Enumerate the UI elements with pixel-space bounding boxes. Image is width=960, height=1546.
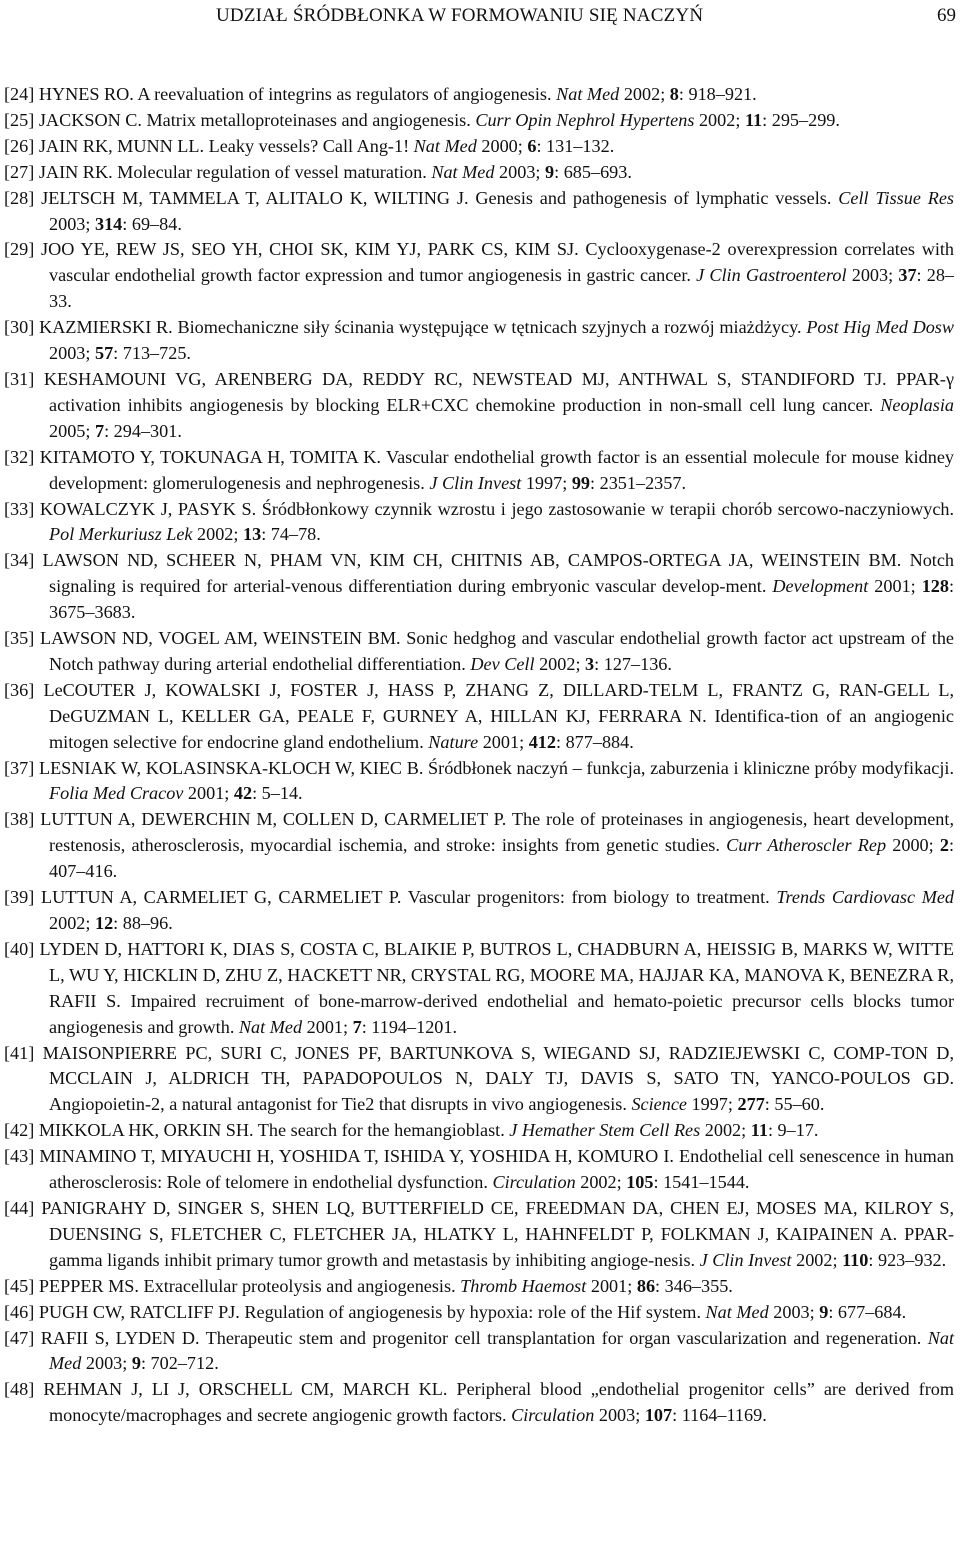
reference-item <box>4 1326 954 1378</box>
reference-number: [25] <box>4 109 35 130</box>
reference-pages: : 88–96. <box>113 913 173 933</box>
reference-title: Leaky vessels? Call Ang-1! <box>208 135 410 156</box>
reference-title: Biomechaniczne siły ścinania występujące w tętnicach szyjnych a rozwój miażdżycy. <box>177 317 802 338</box>
reference-title: Extracellular proteolysis and angiogenesis. <box>143 1275 456 1296</box>
reference-year: 2003; <box>49 213 91 234</box>
reference-year: 2003; <box>499 161 541 182</box>
reference-item <box>4 108 954 134</box>
reference-journal: Nat Med <box>413 135 477 156</box>
reference-authors: JACKSON C. <box>38 109 142 130</box>
reference-authors: MAISONPIERRE PC, SURI C, JONES PF, BARTUNKOVA S, WIEGAND SJ, RADZIEJEWSKI C, COMP-TON D, MCCLAIN J, ALDRICH TH, PAPADOPOULOS N, DALY TJ, DAVIS S, SATO TN, YANCO-POULOS GD. <box>42 1042 954 1089</box>
reference-volume: 7 <box>94 420 105 441</box>
reference-volume: 107 <box>644 1405 673 1426</box>
reference-title: The search for the hemangioblast. <box>257 1120 505 1141</box>
reference-list <box>4 82 954 1429</box>
reference-volume: 6 <box>527 135 537 156</box>
reference-pages: : 2351–2357. <box>590 472 686 493</box>
reference-pages: : 1194–1201. <box>361 1016 458 1037</box>
reference-number: [40] <box>4 938 35 959</box>
reference-volume: 57 <box>94 343 114 364</box>
reference-number: [35] <box>4 628 35 649</box>
reference-journal: Post Hig Med Dosw <box>806 317 955 338</box>
reference-number: [38] <box>4 809 35 830</box>
reference-number: [29] <box>4 239 35 260</box>
reference-title: Endothelial cell senescence in human atherosclerosis: Role of telomere in endothelial dysfunction. <box>49 1146 954 1193</box>
reference-journal: Circulation <box>511 1405 595 1426</box>
reference-title: Śródbłonkowy czynnik wzrostu i jego zastosowanie w terapii chorób sercowo-naczyniowych. <box>261 498 955 519</box>
reference-authors: PEPPER MS. <box>38 1275 139 1296</box>
reference-number: [44] <box>4 1197 35 1218</box>
reference-volume: 128 <box>921 576 949 597</box>
reference-authors: PUGH CW, RATCLIFF PJ. <box>38 1301 240 1322</box>
reference-item <box>4 1041 954 1119</box>
reference-title: PPAR-γ activation inhibits angiogenesis by blocking ELR+CXC chemokine production in non-small cell lung cancer. <box>49 368 955 415</box>
reference-pages: : 677–684. <box>828 1301 907 1322</box>
reference-journal: Science <box>631 1094 687 1115</box>
reference-year: 2002; <box>698 109 741 130</box>
reference-volume: 3 <box>585 653 595 674</box>
reference-year: 2002; <box>796 1249 838 1270</box>
reference-year: 2002; <box>704 1120 747 1141</box>
reference-title: Molecular regulation of vessel maturation. <box>117 161 427 182</box>
reference-volume: 110 <box>842 1249 869 1270</box>
reference-number: [34] <box>4 550 35 571</box>
reference-year: 2001; <box>306 1016 349 1037</box>
reference-authors: KAZMIERSKI R. <box>39 317 173 338</box>
reference-title: The role of proteinases in angiogenesis, heart development, restenosis, atherosclerosis, myocardial ischemia, and stroke: insights from genetic studies. <box>49 809 955 856</box>
reference-number: [46] <box>4 1301 35 1322</box>
reference-pages: : 702–712. <box>140 1353 219 1374</box>
reference-item <box>4 445 954 497</box>
reference-authors: KOWALCZYK J, PASYK S. <box>39 498 257 519</box>
page-number: 69 <box>937 5 956 26</box>
reference-volume: 9 <box>545 161 555 182</box>
reference-pages: : 28–33. <box>49 265 955 312</box>
reference-title: Cyclooxygenase-2 overexpression correlates with vascular endothelial growth factor expression and tumor angiogenesis in gastric cancer. <box>49 239 955 286</box>
reference-number: [39] <box>4 887 35 908</box>
reference-authors: KITAMOTO Y, TOKUNAGA H, TOMITA K. <box>39 446 381 467</box>
reference-volume: 13 <box>243 524 262 545</box>
reference-authors: LeCOUTER J, KOWALSKI J, FOSTER J, HASS P, ZHANG Z, DILLARD-TELM L, FRANTZ G, RAN-GELL L, DeGUZMAN L, KELLER GA, PEALE F, GURNEY A, HILLAN KJ, FERRARA N. <box>43 679 955 726</box>
reference-year: 2001; <box>187 783 230 804</box>
reference-pages: : 1164–1169. <box>672 1405 767 1426</box>
reference-pages: : 346–355. <box>655 1275 733 1296</box>
reference-number: [31] <box>4 368 35 389</box>
reference-item <box>4 678 954 756</box>
reference-title: Genesis and pathogenesis of lymphatic vessels. <box>475 187 832 208</box>
reference-volume: 12 <box>94 913 114 933</box>
reference-pages: : 5–14. <box>252 783 303 804</box>
reference-number: [37] <box>4 757 35 778</box>
reference-pages: : 294–301. <box>104 420 182 441</box>
page-header <box>0 3 960 33</box>
reference-authors: JAIN RK, MUNN LL. <box>38 135 205 156</box>
reference-authors: JOO YE, REW JS, SEO YH, CHOI SK, KIM YJ, PARK CS, KIM SJ. <box>41 239 579 260</box>
reference-journal: Curr Atheroscler Rep <box>726 835 887 856</box>
reference-authors: MINAMINO T, MIYAUCHI H, YOSHIDA T, ISHIDA Y, YOSHIDA H, KOMURO I. <box>39 1146 674 1167</box>
reference-journal: Thromb Haemost <box>460 1275 587 1296</box>
reference-number: [43] <box>4 1146 35 1167</box>
reference-authors: RAFII S, LYDEN D. <box>40 1327 200 1348</box>
reference-pages: : 131–132. <box>536 135 615 156</box>
reference-authors: KESHAMOUNI VG, ARENBERG DA, REDDY RC, NEWSTEAD MJ, ANTHWAL S, STANDIFORD TJ. <box>43 368 887 389</box>
reference-journal: Nat Med <box>431 161 495 182</box>
reference-title: Notch signaling is required for arterial-venous differentiation during embryonic vascular develop-ment. <box>49 550 955 597</box>
reference-authors: PANIGRAHY D, SINGER S, SHEN LQ, BUTTERFIELD CE, FREEDMAN DA, CHEN EJ, MOSES MA, KILROY S, DUENSING S, FLETCHER C, FLETCHER JA, HLATKY L, HAHNFELDT P, FOLKMAN J, KAIPAINEN A. <box>41 1197 955 1244</box>
reference-volume: 277 <box>737 1094 765 1115</box>
reference-pages: : 55–60. <box>764 1094 825 1115</box>
reference-title: Angiopoietin-2, a natural antagonist for Tie2 that disrupts in vivo angiogenesis. <box>49 1094 627 1115</box>
reference-item <box>4 1274 954 1300</box>
reference-journal: Nat Med <box>556 84 620 104</box>
reference-item <box>4 82 954 108</box>
reference-number: [30] <box>4 317 35 338</box>
reference-pages: : 74–78. <box>261 524 321 545</box>
reference-volume: 99 <box>571 472 590 493</box>
reference-volume: 42 <box>233 783 253 804</box>
reference-pages: : 1541–1544. <box>653 1172 750 1193</box>
reference-journal: Nat Med <box>49 1327 955 1374</box>
reference-title: A reevaluation of integrins as regulators of angiogenesis. <box>137 84 552 104</box>
reference-volume: 105 <box>626 1172 654 1193</box>
reference-title: Therapeutic stem and progenitor cell transplantation for organ vascularization and regeneration. <box>205 1327 922 1348</box>
reference-journal: J Hemather Stem Cell Res <box>509 1120 701 1141</box>
reference-number: [33] <box>4 498 35 519</box>
reference-pages: : 295–299. <box>762 109 840 130</box>
reference-journal: Nat Med <box>238 1016 303 1037</box>
reference-pages: : 877–884. <box>555 731 634 752</box>
reference-journal: Pol Merkuriusz Lek <box>49 524 193 545</box>
reference-volume: 9 <box>819 1301 829 1322</box>
reference-authors: LESNIAK W, KOLASINSKA-KLOCH W, KIEC B. <box>38 757 424 778</box>
reference-year: 2003; <box>851 265 894 286</box>
reference-number: [27] <box>4 161 35 182</box>
reference-item <box>4 237 954 315</box>
reference-pages: : 923–932. <box>868 1249 947 1270</box>
reference-year: 2003; <box>85 1353 128 1374</box>
reference-item <box>4 807 954 885</box>
reference-year: 2003; <box>773 1301 815 1322</box>
reference-year: 2002; <box>580 1172 622 1193</box>
reference-journal: Neoplasia <box>880 394 954 415</box>
reference-journal: Nat Med <box>705 1301 769 1322</box>
reference-number: [41] <box>4 1042 35 1063</box>
reference-volume: 11 <box>750 1120 768 1141</box>
reference-number: [45] <box>4 1275 35 1296</box>
reference-volume: 314 <box>94 213 123 234</box>
reference-year: 1997; <box>525 472 568 493</box>
reference-authors: MIKKOLA HK, ORKIN SH. <box>38 1120 254 1141</box>
reference-title: Vascular progenitors: from biology to treatment. <box>407 887 770 908</box>
reference-journal: Folia Med Cracov <box>49 783 184 804</box>
reference-number: [42] <box>4 1120 35 1141</box>
reference-item <box>4 1300 954 1326</box>
reference-year: 2000; <box>481 135 523 156</box>
reference-journal: Curr Opin Nephrol Hypertens <box>475 109 695 130</box>
reference-journal: Dev Cell <box>470 653 535 674</box>
reference-item <box>4 160 954 186</box>
reference-item <box>4 885 954 937</box>
reference-item <box>4 1377 954 1429</box>
reference-journal: J Clin Invest <box>699 1249 792 1270</box>
reference-title: Śródbłonek naczyń – funkcja, zaburzenia i kliniczne próby modyfikacji. <box>428 757 954 778</box>
reference-journal: Development <box>772 576 869 597</box>
reference-number: [24] <box>4 84 35 104</box>
reference-item <box>4 1196 954 1274</box>
reference-authors: LAWSON ND, SCHEER N, PHAM VN, KIM CH, CHITNIS AB, CAMPOS-ORTEGA JA, WEINSTEIN BM. <box>42 550 902 571</box>
reference-pages: : 69–84. <box>122 213 182 234</box>
reference-item <box>4 315 954 367</box>
reference-item <box>4 134 954 160</box>
reference-item <box>4 1144 954 1196</box>
reference-title: Sonic hedghog and vascular endothelial growth factor act upstream of the Notch pathway during arterial endothelial differentiation. <box>49 628 954 674</box>
reference-journal: J Clin Invest <box>429 472 522 493</box>
reference-authors: LYDEN D, HATTORI K, DIAS S, COSTA C, BLAIKIE P, BUTROS L, CHADBURN A, HEISSIG B, MARKS W, WITTE L, WU Y, HICKLIN D, ZHU Z, HACKETT NR, CRYSTAL RG, MOORE MA, HAJJAR KA, MANOVA K, BENEZRA R, RAFII S. <box>39 938 955 1011</box>
reference-year: 2002; <box>197 524 239 545</box>
reference-journal: Cell Tissue Res <box>838 187 955 208</box>
reference-authors: JELTSCH M, TAMMELA T, ALITALO K, WILTING J. <box>41 187 469 208</box>
reference-volume: 2 <box>939 835 949 856</box>
reference-pages: : 713–725. <box>113 343 191 364</box>
reference-title: Matrix metalloproteinases and angiogenesis. <box>146 109 471 130</box>
reference-pages: : 9–17. <box>767 1120 819 1141</box>
reference-year: 2001; <box>590 1275 633 1296</box>
reference-volume: 7 <box>352 1016 362 1037</box>
reference-title: Identifica-tion of an angiogenic mitogen selective for endocrine gland endothelium. <box>49 705 954 752</box>
reference-authors: HYNES RO. <box>38 84 134 104</box>
reference-title: Impaired recruiment of bone-marrow-derived endothelial and hemato-poietic precursor cells blocks tumor angiogenesis and growth. <box>49 990 954 1037</box>
reference-volume: 412 <box>528 731 556 752</box>
reference-year: 2002; <box>539 653 581 674</box>
reference-title: PPAR-gamma ligands inhibit primary tumor growth and metastasis by inhibiting angioge-nesis. <box>49 1223 955 1270</box>
reference-item <box>4 626 954 678</box>
reference-year: 2002; <box>623 84 666 104</box>
reference-item <box>4 937 954 1041</box>
reference-number: [36] <box>4 679 35 700</box>
reference-authors: LAWSON ND, VOGEL AM, WEINSTEIN BM. <box>40 628 401 649</box>
reference-pages: : 3675–3683. <box>49 576 955 623</box>
reference-journal: Trends Cardiovasc Med <box>776 887 955 908</box>
reference-item <box>4 367 954 445</box>
reference-pages: : 918–921. <box>678 84 757 104</box>
reference-authors: LUTTUN A, DEWERCHIN M, COLLEN D, CARMELIET P. <box>40 809 507 830</box>
reference-authors: JAIN RK. <box>38 161 113 182</box>
reference-journal: Nature <box>428 731 479 752</box>
reference-year: 2001; <box>874 576 916 597</box>
reference-title: Peripheral blood „endothelial progenitor cells” are derived from monocyte/macrophages and secrete angiogenic growth factors. <box>49 1379 954 1426</box>
reference-authors: REHMAN J, LI J, ORSCHELL CM, MARCH KL. <box>43 1379 448 1400</box>
reference-year: 2002; <box>49 913 91 933</box>
reference-item <box>4 548 954 626</box>
reference-year: 1997; <box>691 1094 733 1115</box>
reference-journal: J Clin Gastroenterol <box>696 265 847 286</box>
reference-title: Regulation of angiogenesis by hypoxia: role of the Hif system. <box>244 1301 701 1322</box>
reference-number: [47] <box>4 1327 35 1348</box>
reference-pages: : 685–693. <box>554 161 632 182</box>
reference-volume: 37 <box>898 265 917 286</box>
reference-item <box>4 497 954 549</box>
reference-title: Vascular endothelial growth factor is an essential molecule for mouse kidney development: glomerulogenesis and nephrogenesis. <box>49 446 955 493</box>
reference-item <box>4 186 954 238</box>
reference-volume: 86 <box>636 1275 656 1296</box>
reference-pages: : 127–136. <box>594 653 672 674</box>
running-title: UDZIAŁ ŚRÓDBŁONKA W FORMOWANIU SIĘ NACZYŃ <box>216 5 704 26</box>
reference-number: [32] <box>4 446 35 467</box>
reference-year: 2003; <box>49 343 91 364</box>
reference-number: [26] <box>4 135 35 156</box>
reference-volume: 8 <box>669 84 679 104</box>
reference-pages: : 407–416. <box>49 835 955 882</box>
reference-volume: 9 <box>131 1353 141 1374</box>
reference-number: [28] <box>4 187 35 208</box>
reference-year: 2000; <box>892 835 934 856</box>
reference-year: 2001; <box>482 731 525 752</box>
reference-year: 2003; <box>598 1405 641 1426</box>
reference-year: 2005; <box>49 420 91 441</box>
reference-number: [48] <box>4 1379 35 1400</box>
reference-volume: 11 <box>744 109 763 130</box>
reference-authors: LUTTUN A, CARMELIET G, CARMELIET P. <box>40 887 402 908</box>
reference-item <box>4 756 954 808</box>
reference-item <box>4 1118 954 1144</box>
reference-journal: Circulation <box>492 1172 576 1193</box>
